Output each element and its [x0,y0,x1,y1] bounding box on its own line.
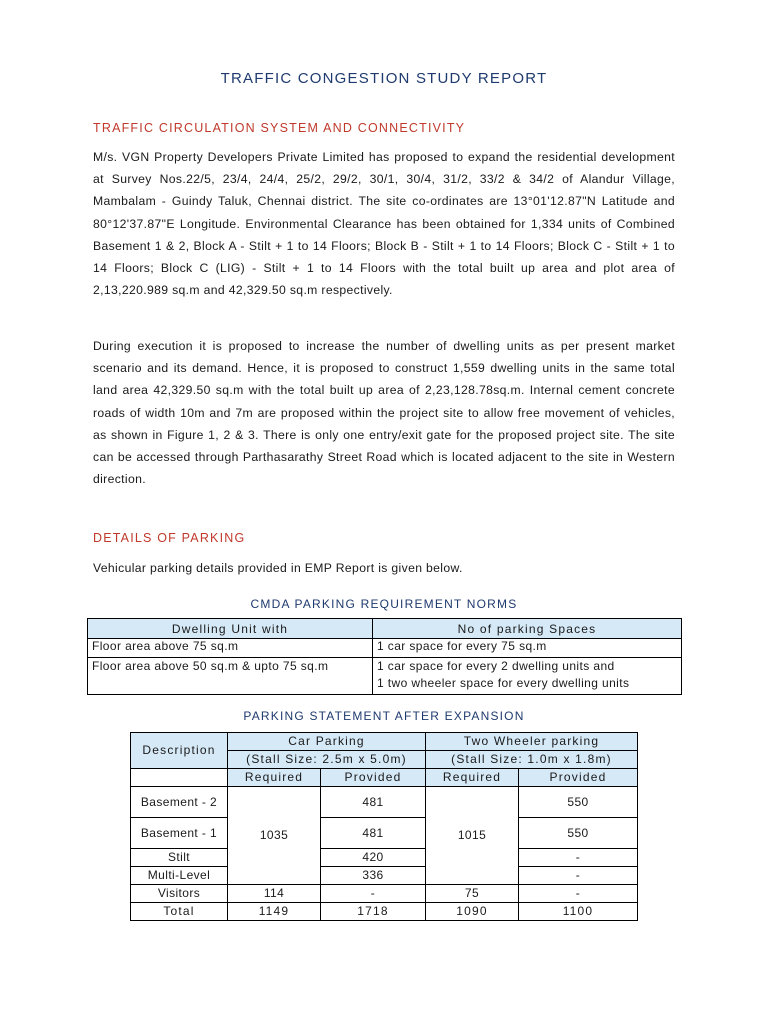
table-row [131,849,638,867]
cell-dwelling-unit: Floor area above 75 sq.m [88,639,373,658]
section-heading-circulation: TRAFFIC CIRCULATION SYSTEM AND CONNECTIVITY [93,121,466,135]
paragraph-expansion-description: During execution it is proposed to increase the number of dwelling units as per present market scenario and its demand. Hence, it is proposed to construct 1,559 dwelling units in the same total land area 42,329.50 sq.m with the total built up area of 2,23,128.78sq.m. Internal cement concrete roads of width 10m and 7m are proposed within the project site to allow free movement of vehicles, as shown in Figure 1, 2 & 3. There is only one entry/exit gate for the proposed project site. The site can be accessed through Parthasarathy Street Road which is located adjacent to the site in Western direction. [93,339,675,487]
table-header-row [88,619,682,639]
row-description: Total [131,903,228,921]
cell-parking-spaces [373,658,682,695]
section-heading-parking: DETAILS OF PARKING [93,531,246,545]
cmda-norms-table [87,618,682,695]
paragraph-project-description: M/s. VGN Property Developers Private Limited has proposed to expand the residential development at Survey Nos.22/5, 23/4, 24/4, 25/2, 29/2, 30/1, 30/4, 31/2, 33/2 & 34/2 of Alandur Village, Mambalam - Guindy Taluk, Chennai district. The site co-ordinates are 13°01'12.87"N Latitude and 80°12'37.87"E Longitude. Environmental Clearance has been obtained for 1,334 units of Combined Basement 1 & 2, Block A - Stilt + 1 to 14 Floors; Block B - Stilt + 1 to 14 Floors; Block C - Stilt + 1 to 14 Floors; Block C (LIG) - Stilt + 1 to 14 Floors with the total built up area and plot area of 2,13,220.989 sq.m and 42,329.50 sq.m respectively. [93,150,675,298]
two-wheeler-provided: 1100 [519,903,638,921]
cell-parking-spaces: 1 car space for every 75 sq.m [373,639,682,658]
table-row [131,867,638,885]
parking-statement-table [130,732,638,921]
column-header-two-wheeler: Two Wheeler parking [426,733,638,751]
car-required-combined: 1035 [228,787,321,885]
car-provided-header: Provided [321,769,426,787]
two-wheeler-stall-size: (Stall Size: 1.0m x 1.8m) [426,751,638,769]
table-row-total [131,903,638,921]
column-header-dwelling-unit: Dwelling Unit with [88,619,373,639]
car-required: 114 [228,885,321,903]
table-row-visitors [131,885,638,903]
cell-line: 1 car space for every 2 dwelling units and [377,659,615,673]
table-row [131,818,638,849]
two-wheeler-provided: - [519,885,638,903]
car-provided: - [321,885,426,903]
cell-dwelling-unit: Floor area above 50 sq.m & upto 75 sq.m [88,658,373,695]
car-required: 1149 [228,903,321,921]
column-header-description: Description [131,733,228,769]
table-header-row [131,733,638,751]
table-row [88,658,682,695]
car-provided: 1718 [321,903,426,921]
column-header-car-parking: Car Parking [228,733,426,751]
row-description: Stilt [131,849,228,867]
table-row [131,787,638,818]
row-description: Multi-Level [131,867,228,885]
report-title: TRAFFIC CONGESTION STUDY REPORT [220,70,548,87]
two-wheeler-provided: - [519,849,638,867]
column-header-parking-spaces: No of parking Spaces [373,619,682,639]
two-wheeler-required: 75 [426,885,519,903]
car-provided: 336 [321,867,426,885]
two-wheeler-provided: 550 [519,818,638,849]
row-description: Basement - 2 [131,787,228,818]
two-wheeler-provided-header: Provided [519,769,638,787]
two-wheeler-required: 1090 [426,903,519,921]
two-wheeler-provided: - [519,867,638,885]
car-stall-size: (Stall Size: 2.5m x 5.0m) [228,751,426,769]
table-subheader-row [131,769,638,787]
row-description: Basement - 1 [131,818,228,849]
empty-cell [131,769,228,787]
car-provided: 481 [321,818,426,849]
row-description: Visitors [131,885,228,903]
two-wheeler-required-header: Required [426,769,519,787]
car-provided: 481 [321,787,426,818]
parking-intro-text: Vehicular parking details provided in EMP Report is given below. [93,561,463,575]
table-caption-parking-statement: PARKING STATEMENT AFTER EXPANSION [243,709,525,723]
car-provided: 420 [321,849,426,867]
car-required-header: Required [228,769,321,787]
table-caption-cmda: CMDA PARKING REQUIREMENT NORMS [250,597,518,611]
table-row [88,639,682,658]
two-wheeler-required-combined: 1015 [426,787,519,885]
two-wheeler-provided: 550 [519,787,638,818]
cell-line: 1 two wheeler space for every dwelling units [377,676,630,690]
